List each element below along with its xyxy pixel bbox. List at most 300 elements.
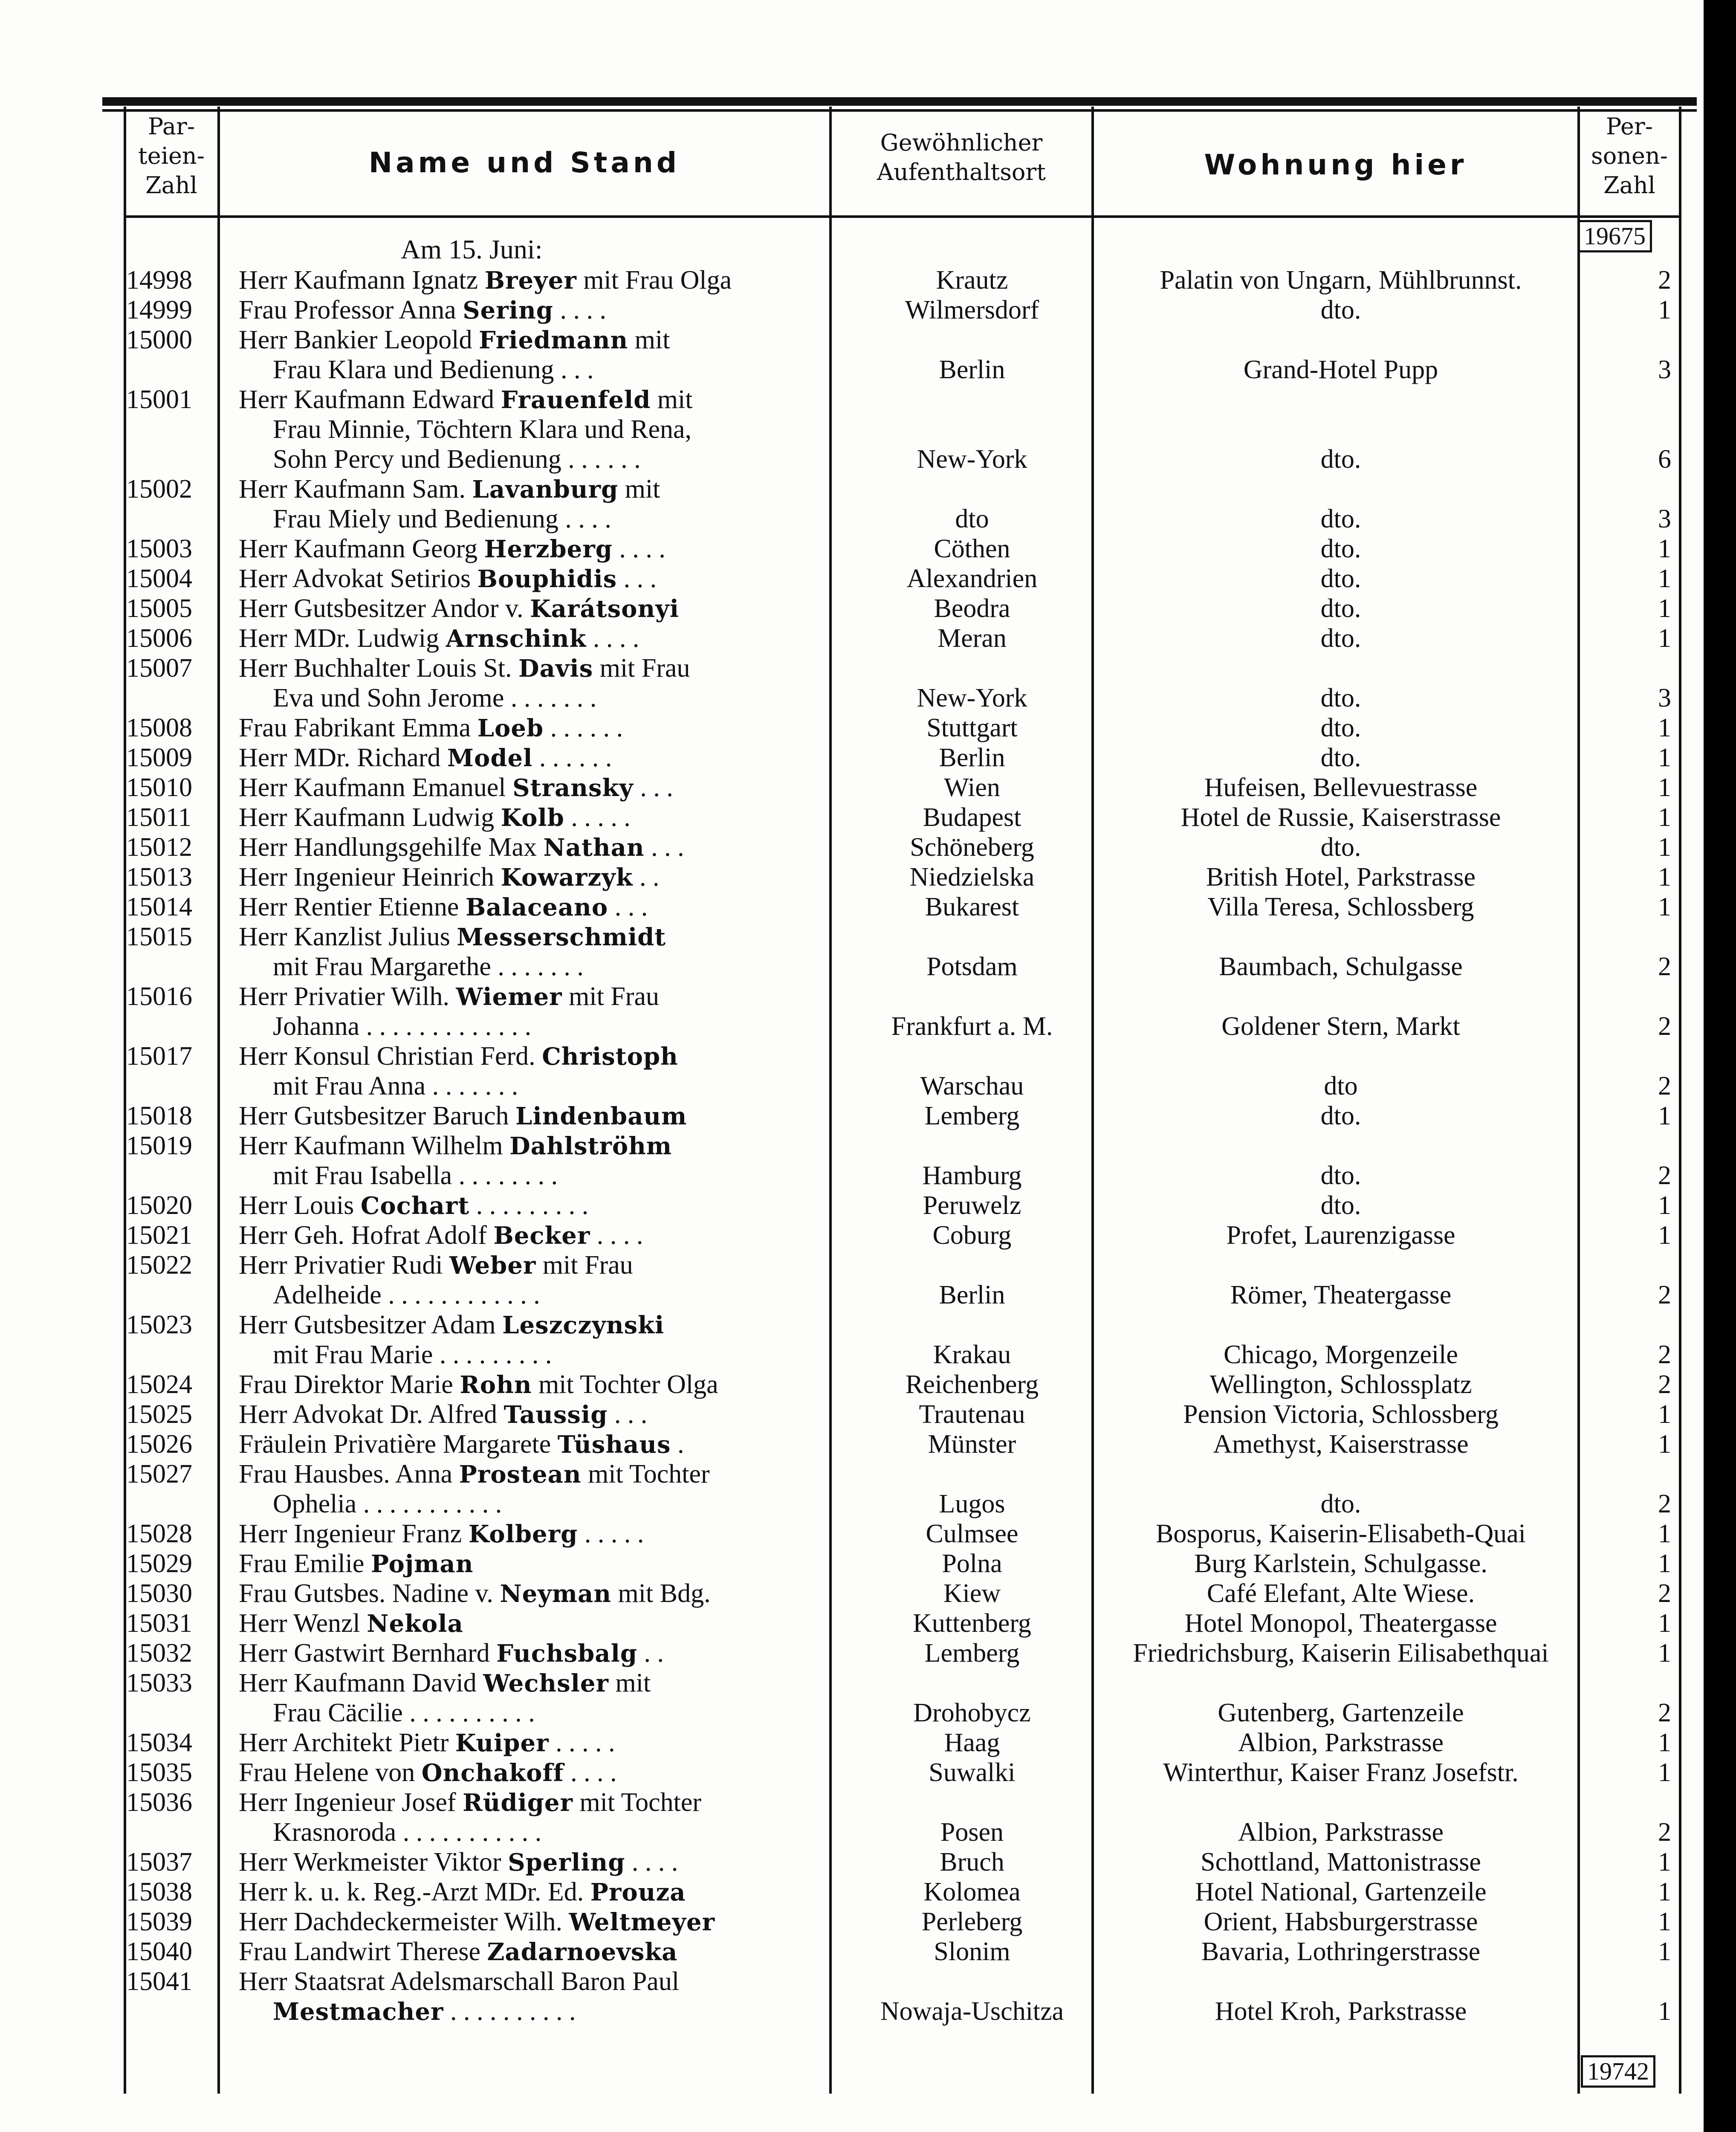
person-count: 1: [1658, 1639, 1671, 1668]
lodging-here: Hotel Kroh, Parkstrasse: [1215, 1997, 1467, 2026]
carry-over-count: 19675: [1577, 220, 1652, 252]
name-text: Eva und Sohn Jerome . . . . . . .: [273, 684, 597, 713]
entry-line: [0, 1101, 1705, 1131]
lodging-here: Wellington, Schlossplatz: [1209, 1370, 1472, 1399]
entry-line: [0, 1310, 1705, 1340]
entry-row: [0, 1758, 1705, 1787]
name-and-status: [239, 1370, 827, 1400]
party-number: 15008: [126, 713, 192, 742]
name-and-status: [239, 1728, 827, 1758]
entry-line: [0, 862, 1705, 892]
surname: Prostean: [459, 1460, 582, 1489]
usual-residence: Peruwelz: [923, 1191, 1021, 1220]
person-count: 1: [1658, 773, 1671, 802]
surname: Loeb: [477, 714, 544, 742]
surname: Weltmeyer: [569, 1908, 715, 1936]
entry-line: [0, 832, 1705, 862]
name-text: mit Bdg.: [611, 1579, 711, 1608]
person-count: 2: [1658, 1579, 1671, 1608]
name-text: Frau Minnie, Töchtern Klara und Rena,: [273, 415, 692, 444]
party-number: 15036: [126, 1788, 192, 1817]
surname: Christoph: [542, 1043, 678, 1071]
surname: Lindenbaum: [515, 1102, 687, 1130]
name-and-status: [239, 325, 827, 355]
usual-residence: Posen: [940, 1818, 1004, 1847]
party-number: 15012: [126, 833, 192, 862]
name-text: Herr Privatier Wilh.: [239, 982, 456, 1011]
name-and-status: [239, 1310, 827, 1340]
entry-row: [0, 1728, 1705, 1758]
lodging-here: Palatin von Ungarn, Mühlbrunnst.: [1160, 266, 1522, 295]
name-and-status: [239, 295, 827, 325]
name-text: . . . . . .: [532, 743, 612, 772]
name-text: . . .: [617, 564, 657, 593]
person-count: 1: [1658, 892, 1671, 921]
header-wohnung-hier: Wohnung hier: [1204, 148, 1467, 181]
entry-row: [0, 1937, 1705, 1967]
name-text: Krasnoroda . . . . . . . . . . .: [273, 1818, 542, 1847]
usual-residence: Hamburg: [922, 1161, 1022, 1190]
name-text: Herr Advokat Dr. Alfred: [239, 1400, 504, 1429]
lodging-here: dto.: [1320, 445, 1361, 474]
name-text: mit: [651, 385, 693, 414]
name-and-status: [239, 832, 827, 863]
person-count: 3: [1658, 504, 1671, 533]
lodging-here: dto.: [1320, 833, 1361, 862]
name-text: Herr Kaufmann Sam.: [239, 475, 472, 504]
name-text: Herr Dachdeckermeister Wilh.: [239, 1907, 569, 1936]
person-count: 2: [1658, 1012, 1671, 1041]
entry-row: [0, 1668, 1705, 1728]
entry-row: [0, 1787, 1705, 1847]
lodging-here: Hotel Monopol, Theatergasse: [1184, 1609, 1497, 1638]
entry-line: [0, 1996, 1705, 2026]
usual-residence: Lemberg: [924, 1101, 1020, 1130]
entry-row: [0, 1967, 1705, 2026]
usual-residence: Slonim: [934, 1937, 1010, 1966]
name-text: mit Frau Margarethe . . . . . . .: [273, 952, 584, 981]
party-number: 14998: [126, 266, 192, 295]
entry-line: [0, 1608, 1705, 1638]
name-text: Herr Kanzlist Julius: [239, 922, 457, 951]
person-count: 1: [1658, 534, 1671, 563]
person-count: 2: [1658, 1370, 1671, 1399]
name-text: Frau Direktor Marie: [239, 1370, 460, 1399]
name-text: Herr Gutsbesitzer Andor v.: [239, 594, 530, 623]
party-number: 15000: [126, 325, 192, 354]
lodging-here: dto.: [1320, 1161, 1361, 1190]
party-number: 15035: [126, 1758, 192, 1787]
name-text: Herr MDr. Richard: [239, 743, 447, 772]
surname: Stransky: [512, 774, 634, 802]
party-number: 15027: [126, 1460, 192, 1489]
name-text: . . .: [644, 833, 684, 862]
party-number: 15018: [126, 1101, 192, 1130]
name-text: Herr Louis: [239, 1191, 361, 1220]
entry-line: [0, 385, 1705, 414]
entry-line: [0, 1579, 1705, 1608]
party-number: 15040: [126, 1937, 192, 1966]
person-count: 1: [1658, 1400, 1671, 1429]
name-text: mit Frau Olga: [576, 266, 732, 295]
usual-residence: Kiew: [943, 1579, 1001, 1608]
entry-row: [0, 1041, 1705, 1101]
name-text: .: [671, 1430, 684, 1459]
name-and-status: [239, 534, 827, 564]
entry-row: [0, 1310, 1705, 1370]
name-text: mit Frau: [593, 654, 690, 683]
entry-row: [0, 623, 1705, 653]
entry-row: [0, 1608, 1705, 1638]
usual-residence: Berlin: [939, 355, 1005, 384]
entry-line: [0, 1041, 1705, 1071]
usual-residence: Krautz: [936, 266, 1008, 295]
usual-residence: Berlin: [939, 1280, 1005, 1309]
entry-line: [0, 504, 1705, 534]
surname: Rohn: [460, 1371, 532, 1399]
entry-line: [0, 534, 1705, 564]
header-parteien-zahl: Par- teien- Zahl: [138, 113, 205, 199]
name-text: Frau Klara und Bedienung . . .: [273, 355, 594, 384]
person-count: 1: [1658, 1191, 1671, 1220]
surname: Sperling: [508, 1848, 625, 1877]
surname: Kolb: [501, 804, 564, 832]
person-count: 6: [1658, 445, 1671, 474]
entry-line: [0, 355, 1705, 385]
person-count: 1: [1658, 833, 1671, 862]
lodging-here: Hotel National, Gartenzeile: [1195, 1877, 1487, 1906]
name-text: Herr Kaufmann Emanuel: [239, 773, 513, 802]
name-text: Herr Kaufmann David: [239, 1669, 483, 1697]
entry-row: [0, 1907, 1705, 1937]
name-text: Herr Bankier Leopold: [239, 325, 479, 354]
entry-line: [0, 444, 1705, 474]
usual-residence: Lemberg: [924, 1639, 1020, 1668]
name-and-status: [239, 1579, 827, 1609]
entry-row: [0, 1519, 1705, 1549]
entry-row: [0, 1101, 1705, 1131]
entry-row: [0, 594, 1705, 623]
usual-residence: Nowaja-Uschitza: [880, 1997, 1064, 2026]
entry-line: [0, 1370, 1705, 1399]
party-number: 15028: [126, 1519, 192, 1548]
party-number: 15024: [126, 1370, 192, 1399]
name-text: Herr Architekt Pietr: [239, 1728, 455, 1757]
entry-line: [0, 1967, 1705, 1996]
name-text: Ophelia . . . . . . . . . . .: [273, 1489, 502, 1518]
name-text: Frau Professor Anna: [239, 295, 463, 324]
lodging-here: dto: [1324, 1072, 1358, 1101]
name-and-status: [239, 862, 827, 892]
entry-line: [0, 1728, 1705, 1758]
name-text: mit: [628, 325, 670, 354]
party-number: 15037: [126, 1848, 192, 1877]
entry-line: [0, 1907, 1705, 1937]
name-text: Herr Gutsbesitzer Adam: [239, 1310, 503, 1339]
lodging-here: dto.: [1320, 534, 1361, 563]
party-number: 15016: [126, 982, 192, 1011]
name-and-status: [239, 713, 827, 743]
lodging-here: dto.: [1320, 1191, 1361, 1220]
name-and-status: [239, 1399, 827, 1430]
entry-line: [0, 773, 1705, 802]
name-text: Johanna . . . . . . . . . . . . .: [273, 1012, 532, 1041]
name-text: Herr Kaufmann Wilhelm: [239, 1131, 510, 1160]
person-count: 1: [1658, 743, 1671, 772]
person-count: 2: [1658, 1161, 1671, 1190]
surname: Balaceano: [465, 893, 608, 921]
name-and-status: [239, 922, 827, 952]
person-count: 1: [1658, 1430, 1671, 1459]
entry-row: [0, 713, 1705, 743]
name-and-status: [239, 982, 827, 1012]
entry-row: [0, 1131, 1705, 1191]
surname: Zadarnoevska: [487, 1938, 678, 1966]
surname: Mestmacher: [273, 1998, 444, 2026]
usual-residence: Perleberg: [921, 1907, 1023, 1936]
usual-residence: Beodra: [934, 594, 1010, 623]
entry-line: [0, 1399, 1705, 1429]
surname: Becker: [493, 1222, 590, 1250]
party-number: 14999: [126, 295, 192, 324]
entry-line: [0, 1877, 1705, 1907]
name-and-status: [273, 1340, 827, 1370]
surname: Model: [447, 744, 533, 772]
name-text: Frau Fabrikant Emma: [239, 713, 477, 742]
surname: Breyer: [484, 266, 577, 295]
party-number: 15034: [126, 1728, 192, 1757]
entry-row: [0, 1549, 1705, 1579]
name-and-status: [239, 1608, 827, 1639]
surname: Prouza: [590, 1878, 686, 1906]
person-count: 1: [1658, 1728, 1671, 1757]
lodging-here: Grand-Hotel Pupp: [1243, 355, 1438, 384]
name-text: . . . . . . . . .: [469, 1191, 589, 1220]
name-text: mit Frau Marie . . . . . . . . .: [273, 1340, 552, 1369]
usual-residence: Lugos: [939, 1489, 1005, 1518]
party-number: 15033: [126, 1669, 192, 1697]
person-count: 1: [1658, 1221, 1671, 1250]
entry-row: [0, 1459, 1705, 1519]
party-number: 15010: [126, 773, 192, 802]
name-text: Fräulein Privatière Margarete: [239, 1430, 558, 1459]
person-count: 3: [1658, 684, 1671, 713]
surname: Davis: [518, 655, 593, 683]
name-text: Herr Advokat Setirios: [239, 564, 477, 593]
surname: Kolberg: [468, 1520, 578, 1548]
surname: Friedmann: [478, 326, 628, 354]
usual-residence: Budapest: [923, 803, 1021, 832]
name-and-status: [239, 773, 827, 803]
name-and-status: [273, 1011, 827, 1041]
name-and-status: [239, 892, 827, 922]
entry-line: [0, 743, 1705, 773]
person-count: 1: [1658, 564, 1671, 593]
party-number: 15029: [126, 1549, 192, 1578]
lodging-here: Goldener Stern, Markt: [1221, 1012, 1460, 1041]
lodging-here: dto.: [1320, 594, 1361, 623]
lodging-here: Bosporus, Kaiserin-Elisabeth-Quai: [1156, 1519, 1526, 1548]
party-number: 15009: [126, 743, 192, 772]
top-rule-thin: [102, 109, 1697, 112]
name-and-status: [273, 1071, 827, 1101]
name-and-status: [239, 1519, 827, 1549]
name-and-status: [239, 564, 827, 594]
usual-residence: dto: [955, 504, 989, 533]
surname: Lavanburg: [472, 475, 619, 504]
usual-residence: Bukarest: [925, 892, 1019, 921]
name-text: . . . .: [586, 624, 639, 653]
party-number: 15015: [126, 922, 192, 951]
entry-line: [0, 1071, 1705, 1101]
lodging-here: Burg Karlstein, Schulgasse.: [1194, 1549, 1487, 1578]
person-count: 2: [1658, 1489, 1671, 1518]
header-aufenthaltsort: Gewöhnlicher Aufenthaltsort: [877, 129, 1046, 186]
name-text: . . . .: [625, 1848, 678, 1877]
party-number: 15004: [126, 564, 192, 593]
party-number: 15013: [126, 863, 192, 892]
surname: Weber: [449, 1251, 536, 1280]
surname: Karátsonyi: [529, 595, 679, 623]
surname: Arnschink: [446, 625, 587, 653]
usual-residence: Meran: [937, 624, 1007, 653]
entry-line: [0, 1937, 1705, 1967]
entry-row: [0, 1250, 1705, 1310]
entry-line: [0, 1280, 1705, 1310]
name-text: Herr Kaufmann Edward: [239, 385, 501, 414]
party-number: 15003: [126, 534, 192, 563]
name-and-status: [239, 1549, 827, 1579]
name-text: . . .: [608, 1400, 648, 1429]
entry-row: [0, 1579, 1705, 1608]
entry-line: [0, 802, 1705, 832]
entry-line: [0, 1489, 1705, 1519]
person-count: 1: [1658, 295, 1671, 324]
day-label: Am 15. Juni:: [401, 234, 543, 264]
name-text: Herr MDr. Ludwig: [239, 624, 446, 653]
usual-residence: Reichenberg: [905, 1370, 1039, 1399]
name-and-status: [273, 1817, 827, 1847]
name-text: . . . .: [564, 1758, 617, 1787]
name-text: Herr Werkmeister Viktor: [239, 1848, 508, 1877]
entry-row: [0, 1220, 1705, 1250]
name-text: mit Frau Isabella . . . . . . . .: [273, 1161, 558, 1190]
name-and-status: [273, 952, 827, 982]
name-text: mit Frau Anna . . . . . . .: [273, 1072, 518, 1101]
name-and-status: [239, 1668, 827, 1698]
name-text: mit: [618, 475, 660, 504]
lodging-here: dto.: [1320, 713, 1361, 742]
lodging-here: Orient, Habsburgerstrasse: [1204, 1907, 1478, 1936]
entry-row: [0, 892, 1705, 922]
entry-line: [0, 1459, 1705, 1489]
surname: Wiemer: [456, 983, 562, 1011]
person-count: 1: [1658, 713, 1671, 742]
usual-residence: Wien: [944, 773, 1000, 802]
lodging-here: Schottland, Mattonistrasse: [1201, 1848, 1481, 1877]
party-number: 15038: [126, 1877, 192, 1906]
entry-line: [0, 295, 1705, 325]
name-text: mit Tochter: [581, 1460, 710, 1489]
name-and-status: [239, 385, 827, 415]
usual-residence: Frankfurt a. M.: [891, 1012, 1053, 1041]
surname: Bouphidis: [477, 565, 617, 593]
usual-residence: Cöthen: [934, 534, 1010, 563]
name-and-status: [273, 1489, 827, 1519]
person-count: 1: [1658, 1937, 1671, 1966]
entry-line: [0, 1340, 1705, 1370]
person-count: 1: [1658, 1549, 1671, 1578]
party-number: 15017: [126, 1042, 192, 1071]
party-number: 15005: [126, 594, 192, 623]
surname: Dahlströhm: [509, 1132, 672, 1160]
name-text: . . . . . .: [544, 713, 623, 742]
lodging-here: dto.: [1320, 564, 1361, 593]
entry-row: [0, 1191, 1705, 1220]
name-text: Herr Privatier Rudi: [239, 1251, 450, 1280]
entry-line: [0, 1847, 1705, 1877]
usual-residence: Berlin: [939, 743, 1005, 772]
entry-row: [0, 653, 1705, 713]
entry-row: [0, 564, 1705, 594]
usual-residence: Schöneberg: [910, 833, 1034, 862]
name-text: mit Frau: [536, 1251, 633, 1280]
person-count: 1: [1658, 1101, 1671, 1130]
name-text: . . . . .: [578, 1519, 644, 1548]
person-count: 1: [1658, 1519, 1671, 1548]
lodging-here: Bavaria, Lothringerstrasse: [1201, 1937, 1481, 1966]
lodging-here: Amethyst, Kaiserstrasse: [1213, 1430, 1469, 1459]
lodging-here: Chicago, Morgenzeile: [1224, 1340, 1458, 1369]
entry-line: [0, 683, 1705, 713]
lodging-here: Albion, Parkstrasse: [1238, 1818, 1444, 1847]
name-and-status: [239, 1758, 827, 1788]
name-and-status: [273, 1280, 827, 1310]
surname: Neyman: [500, 1580, 612, 1608]
name-text: Sohn Percy und Bedienung . . . . . .: [273, 445, 641, 474]
entry-line: [0, 1161, 1705, 1191]
name-and-status: [239, 1041, 827, 1072]
surname: Fuchsbalg: [496, 1640, 637, 1668]
entry-row: [0, 1370, 1705, 1399]
name-and-status: [273, 1698, 827, 1728]
entry-line: [0, 1668, 1705, 1698]
name-and-status: [239, 1937, 827, 1967]
person-count: 1: [1658, 1877, 1671, 1906]
entry-row: [0, 802, 1705, 832]
entry-row: [0, 325, 1705, 385]
surname: Tüshaus: [557, 1431, 671, 1459]
entry-row: [0, 773, 1705, 802]
name-text: . . . .: [590, 1221, 643, 1250]
name-text: Herr Konsul Christian Ferd.: [239, 1042, 542, 1071]
total-count: 19742: [1581, 2055, 1655, 2088]
person-count: 1: [1658, 1609, 1671, 1638]
usual-residence: Warschau: [920, 1072, 1024, 1101]
entry-line: [0, 1250, 1705, 1280]
party-number: 15007: [126, 654, 192, 683]
usual-residence: Bruch: [940, 1848, 1004, 1877]
usual-residence: Coburg: [932, 1221, 1012, 1250]
usual-residence: Drohobycz: [913, 1698, 1031, 1727]
entry-row: [0, 1877, 1705, 1907]
name-text: mit Tochter: [573, 1788, 702, 1817]
usual-residence: Polna: [942, 1549, 1002, 1578]
entry-row: [0, 1429, 1705, 1459]
lodging-here: dto.: [1320, 684, 1361, 713]
name-text: Herr Kaufmann Ignatz: [239, 266, 485, 295]
usual-residence: Trautenau: [919, 1400, 1025, 1429]
